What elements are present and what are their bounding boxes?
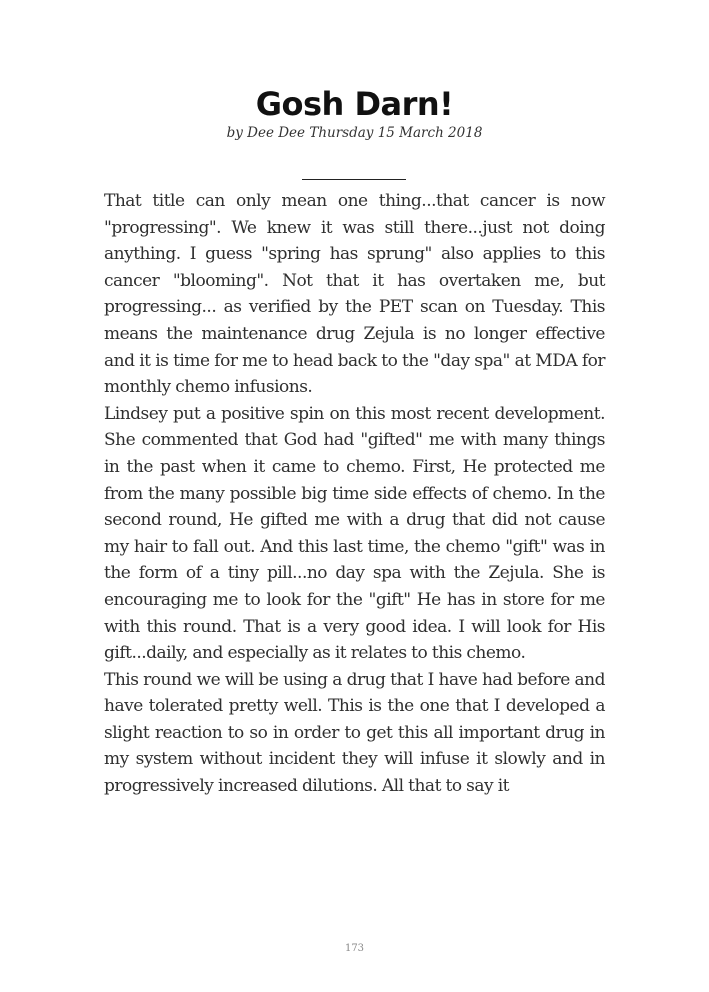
article-title: Gosh Darn! [255, 85, 454, 123]
article-byline: by Dee Dee Thursday 15 March 2018 [226, 125, 483, 141]
article-body [104, 188, 605, 800]
title-divider [302, 179, 406, 180]
paragraph-3: This round we will be using a drug that I have had before and have tolerated pretty well. This is the one that I developed a slight reaction to so in order to get this all important drug in my system without incident they will infuse it slowly and in progressively increased dilutions. All that to say it [104, 669, 605, 797]
page-number: 173 [344, 943, 365, 954]
paragraph-1: That title can only mean one thing...that cancer is now "progressing". We knew it was still there...just not doing anything. I guess "spring has sprung" also applies to this cancer "blooming". Not that it has overtaken me, but progressing... as verified by the PET scan on Tuesday. This means the maintenance drug Zejula is no longer effective and it is time for me to head back to the "day spa" at MDA for monthly chemo infusions. [104, 191, 605, 398]
paragraph-2: Lindsey put a positive spin on this most recent development. She commented that God had "gifted" me with many things in the past when it came to chemo. First, He protected me from the many possible big time side effects of chemo. In the second round, He gifted me with a drug that did not cause my hair to fall out. And this last time, the chemo "gift" was in the form of a tiny pill...no day spa with the Zejula. She is encouraging me to look for the "gift" He has in store for me with this round. That is a very good idea. I will look for His gift...daily, and especially as it relates to this chemo. [104, 403, 605, 664]
